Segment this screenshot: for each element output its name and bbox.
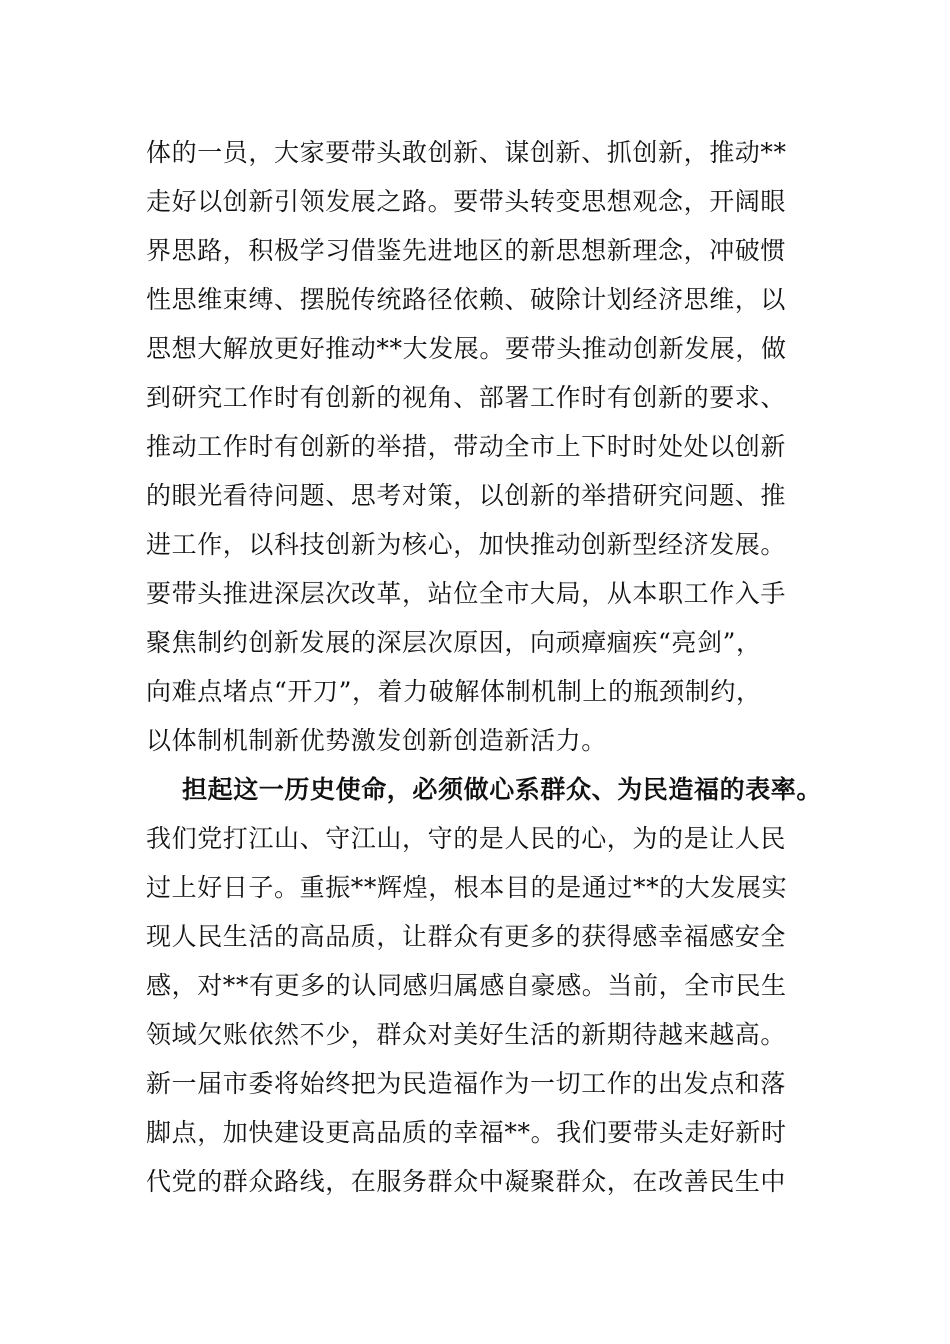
text-line: 界思路，积极学习借鉴先进地区的新思想新理念，冲破惯 <box>146 236 787 265</box>
text-line: 新一届市委将始终把为民造福作为一切工作的出发点和落 <box>146 1069 787 1098</box>
text-line: 感，对**有更多的认同感归属感自豪感。当前，全市民生 <box>146 971 787 1000</box>
text-line: 思想大解放更好推动**大发展。要带头推动创新发展，做 <box>146 334 787 363</box>
text-line: 聚焦制约创新发展的深层次原因，向顽瘴痼疾“亮剑”， <box>146 628 762 657</box>
text-line: 推动工作时有创新的举措，带动全市上下时时处处以创新 <box>146 432 787 461</box>
text-line: 我们党打江山、守江山，守的是人民的心，为的是让人民 <box>146 824 787 853</box>
text-line: 走好以创新引领发展之路。要带头转变思想观念，开阔眼 <box>146 187 787 216</box>
text-line: 过上好日子。重振**辉煌，根本目的是通过**的大发展实 <box>146 873 788 902</box>
text-line: 性思维束缚、摆脱传统路径依赖、破除计划经济思维，以 <box>146 285 787 314</box>
text-line: 到研究工作时有创新的视角、部署工作时有创新的要求、 <box>146 383 787 412</box>
section-heading: 担起这一历史使命，必须做心系群众、为民造福的表率。 <box>182 775 823 804</box>
text-line: 的眼光看待问题、思考对策，以创新的举措研究问题、推 <box>146 481 787 510</box>
text-line: 向难点堵点“开刀”，着力破解体制机制上的瓶颈制约， <box>146 677 762 706</box>
text-line: 体的一员，大家要带头敢创新、谋创新、抓创新，推动** <box>146 138 787 167</box>
text-line: 领域欠账依然不少，群众对美好生活的新期待越来越高。 <box>146 1020 787 1049</box>
text-line: 要带头推进深层次改革，站位全市大局，从本职工作入手 <box>146 579 787 608</box>
text-line: 以体制机制新优势激发创新创造新活力。 <box>146 726 607 755</box>
text-line: 进工作，以科技创新为核心，加快推动创新型经济发展。 <box>146 530 787 559</box>
body-text <box>146 128 826 1206</box>
text-line: 代党的群众路线，在服务群众中凝聚群众，在改善民生中 <box>146 1167 787 1196</box>
text-line: 现人民生活的高品质，让群众有更多的获得感幸福感安全 <box>146 922 787 951</box>
text-line: 脚点，加快建设更高品质的幸福**。我们要带头走好新时 <box>146 1118 787 1147</box>
